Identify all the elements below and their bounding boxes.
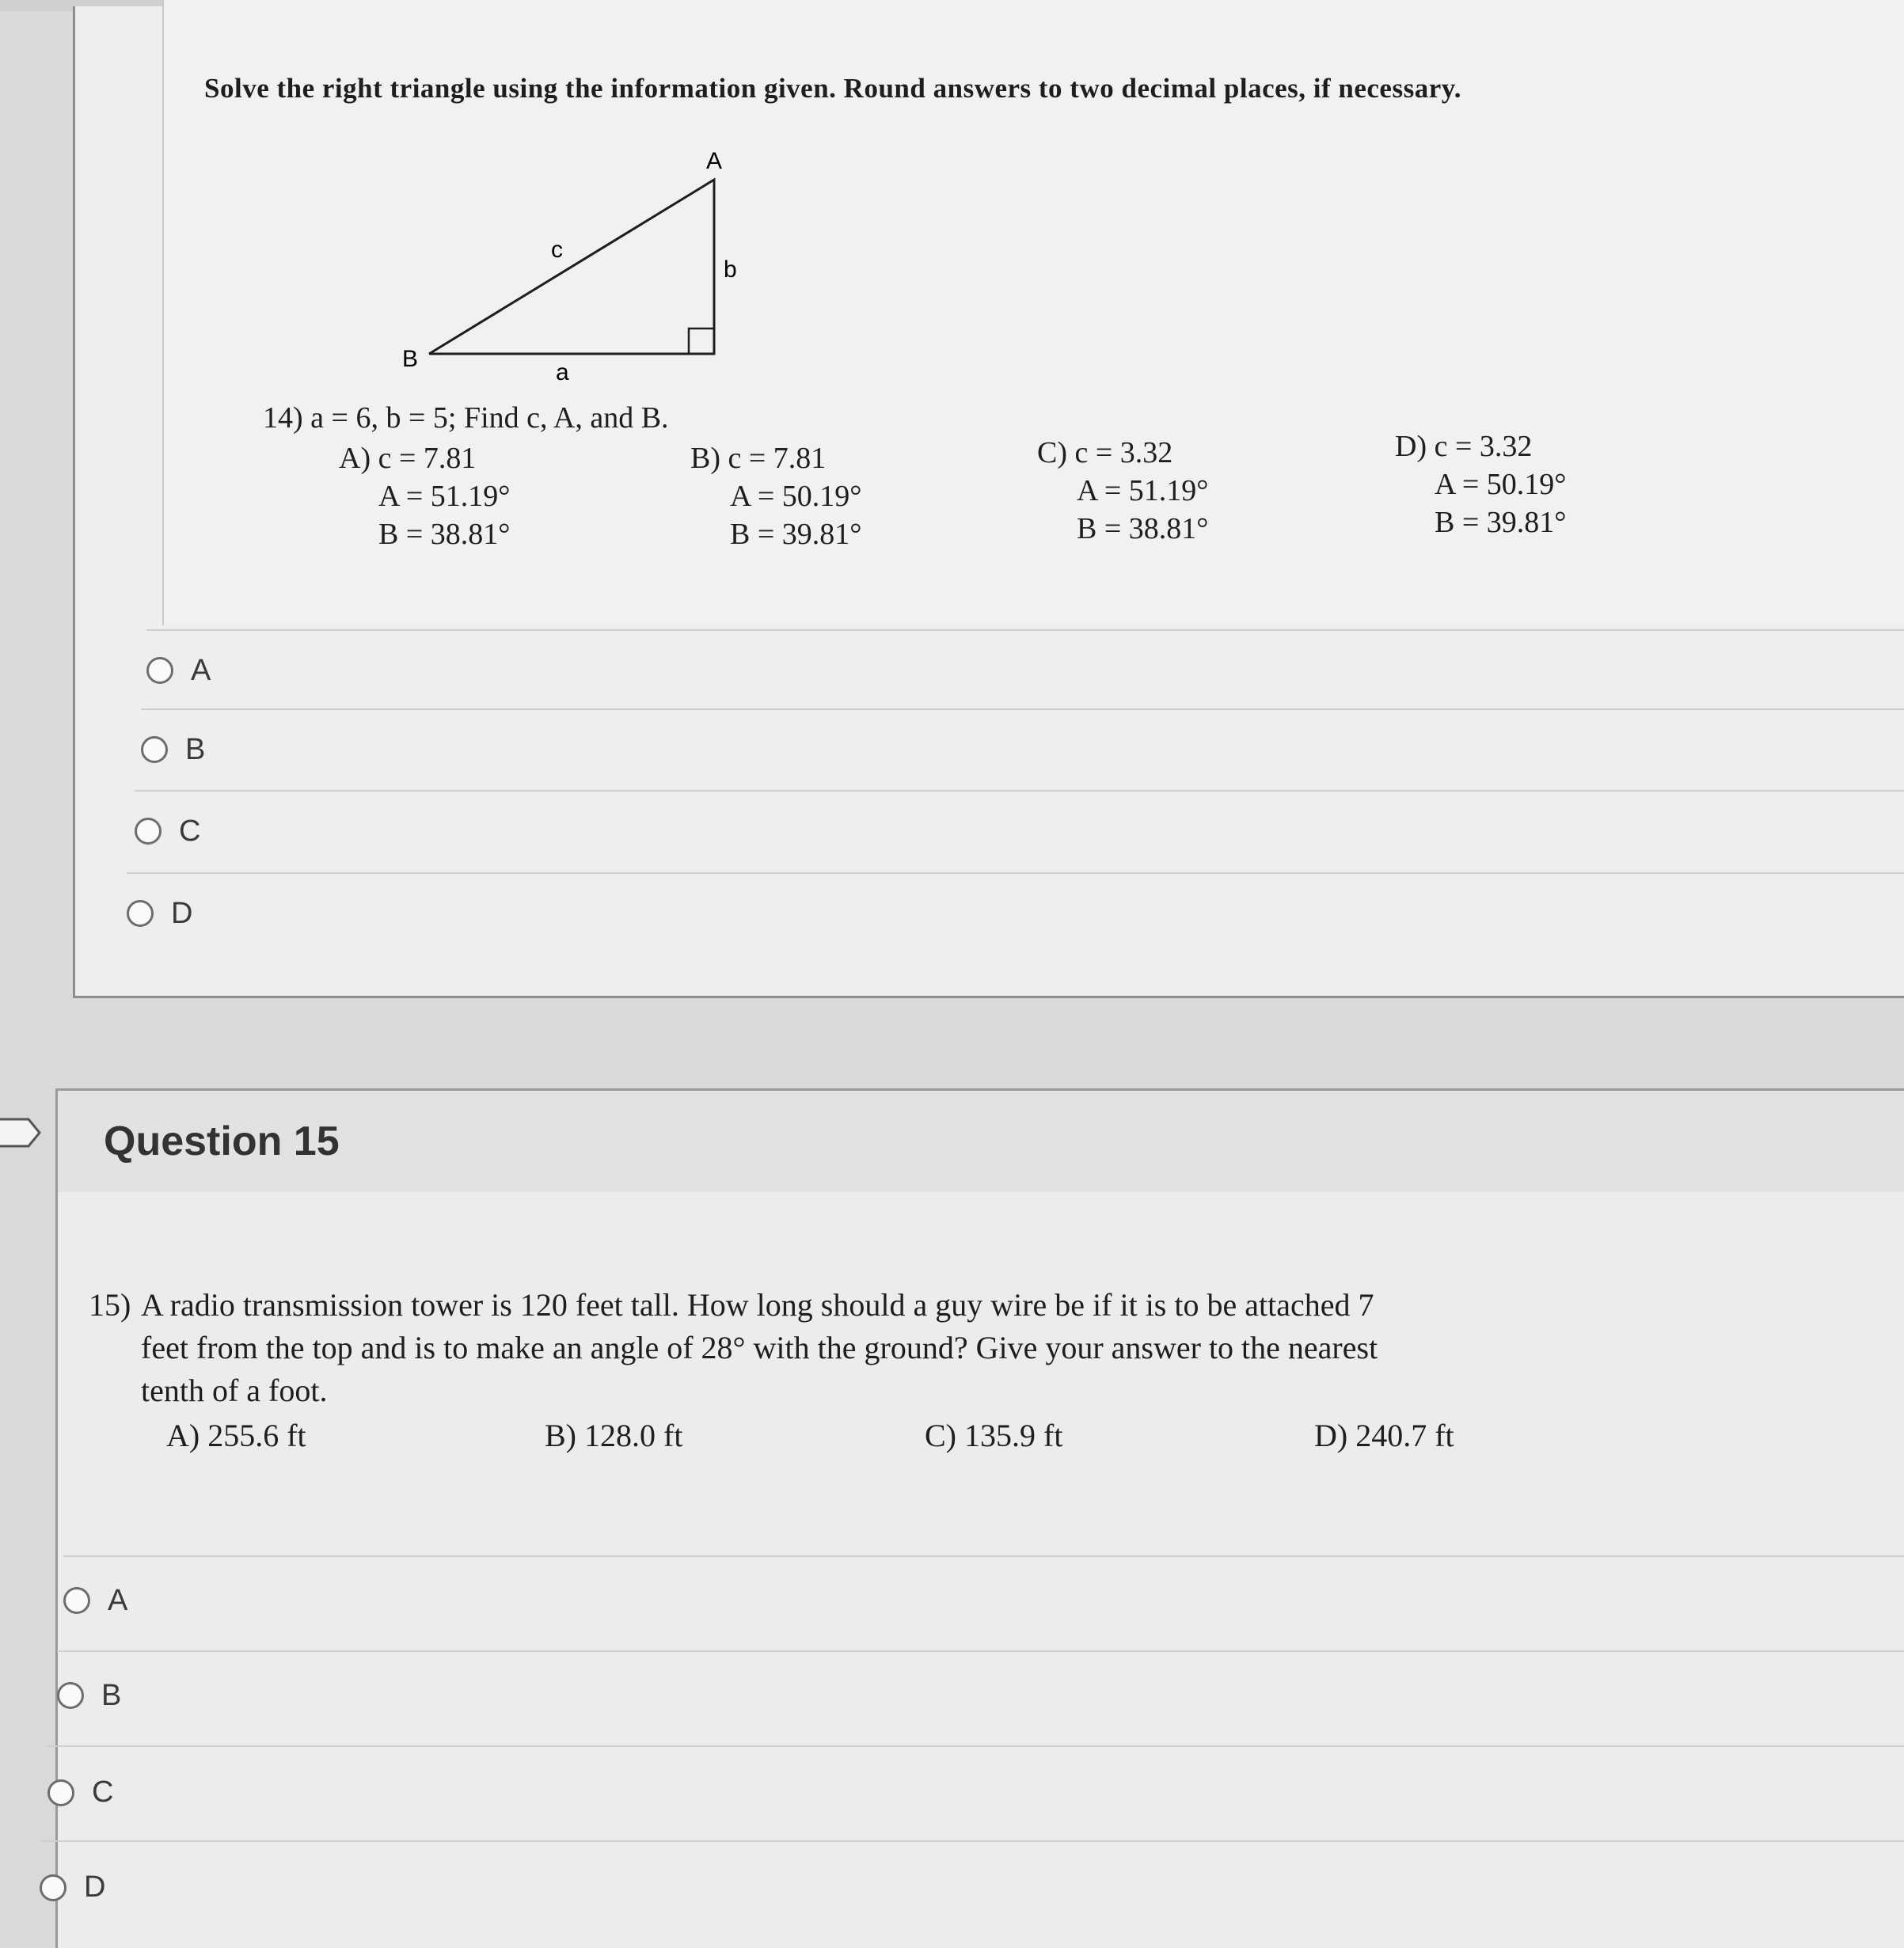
choice-line: B = 38.81° — [378, 518, 511, 551]
question-number: 15) — [89, 1287, 131, 1323]
side-b-label: b — [724, 256, 737, 283]
q14-choice-b — [690, 439, 861, 553]
question-text-line: tenth of a foot. — [141, 1373, 328, 1408]
question-14-prompt: 14) a = 6, b = 5; Find c, A, and B. — [263, 401, 669, 435]
choice-line: C) c = 3.32 — [1037, 436, 1173, 469]
right-triangle-diagram — [388, 139, 752, 392]
q14-option-d[interactable] — [127, 872, 1904, 953]
option-label: C — [179, 814, 201, 848]
choice-line: A) c = 7.81 — [339, 442, 477, 475]
option-label: D — [84, 1870, 106, 1904]
option-label: A — [191, 653, 211, 687]
choice-line: B = 38.81° — [1077, 512, 1209, 545]
q14-option-a[interactable] — [146, 629, 1904, 710]
option-label: D — [171, 896, 193, 930]
q14-option-c[interactable] — [135, 790, 1904, 871]
radio-button[interactable] — [40, 1874, 67, 1901]
radio-button[interactable] — [57, 1682, 84, 1709]
q15-choice-b: B) 128.0 ft — [545, 1418, 683, 1453]
side-c-label: c — [551, 237, 563, 263]
choice-line: A = 51.19° — [378, 480, 511, 513]
question-15-header — [55, 1088, 1904, 1194]
radio-button[interactable] — [135, 818, 162, 845]
question-text-line: feet from the top and is to make an angle of 28° with the ground? Give your answer to the nearest — [141, 1330, 1378, 1365]
q14-choice-c — [1037, 434, 1208, 548]
option-label: C — [92, 1775, 114, 1809]
choice-line: A = 51.19° — [1077, 474, 1209, 507]
choice-line: D) c = 3.32 — [1395, 430, 1533, 463]
flag-question-icon[interactable] — [0, 1114, 44, 1151]
radio-button[interactable] — [127, 900, 154, 927]
option-label: B — [185, 732, 206, 766]
radio-button[interactable] — [141, 736, 168, 763]
choice-line: B) c = 7.81 — [690, 442, 827, 475]
choice-line: B = 39.81° — [1435, 506, 1567, 539]
choice-line: B = 39.81° — [730, 518, 862, 551]
q15-option-c[interactable] — [48, 1745, 1904, 1838]
choice-line: A = 50.19° — [1435, 468, 1567, 501]
question-text-line: A radio transmission tower is 120 feet tall. How long should a guy wire be if it is to be attached 7 — [141, 1287, 1374, 1323]
q15-option-d[interactable] — [40, 1840, 1904, 1933]
vertex-a-label: A — [706, 148, 723, 174]
side-a-label: a — [556, 359, 569, 385]
q15-choice-d: D) 240.7 ft — [1314, 1418, 1454, 1453]
question-15-text — [89, 1284, 1593, 1412]
question-14-instruction: Solve the right triangle using the information given. Round answers to two decimal places, if necessary. — [204, 73, 1462, 104]
q15-option-b[interactable] — [57, 1650, 1904, 1739]
q15-choice-a: A) 255.6 ft — [166, 1418, 306, 1453]
q15-option-a[interactable] — [63, 1555, 1904, 1644]
vertex-b-label: B — [402, 346, 419, 372]
option-label: A — [108, 1583, 128, 1617]
radio-button[interactable] — [48, 1779, 74, 1806]
question-15-title: Question 15 — [104, 1118, 340, 1164]
q14-choice-d — [1395, 427, 1566, 541]
q14-choice-a — [339, 439, 510, 553]
radio-button[interactable] — [63, 1587, 90, 1614]
choice-line: A = 50.19° — [730, 480, 862, 513]
option-label: B — [101, 1678, 122, 1712]
q15-choice-c: C) 135.9 ft — [925, 1418, 1063, 1453]
radio-button[interactable] — [146, 657, 173, 684]
q14-option-b[interactable] — [141, 708, 1904, 789]
